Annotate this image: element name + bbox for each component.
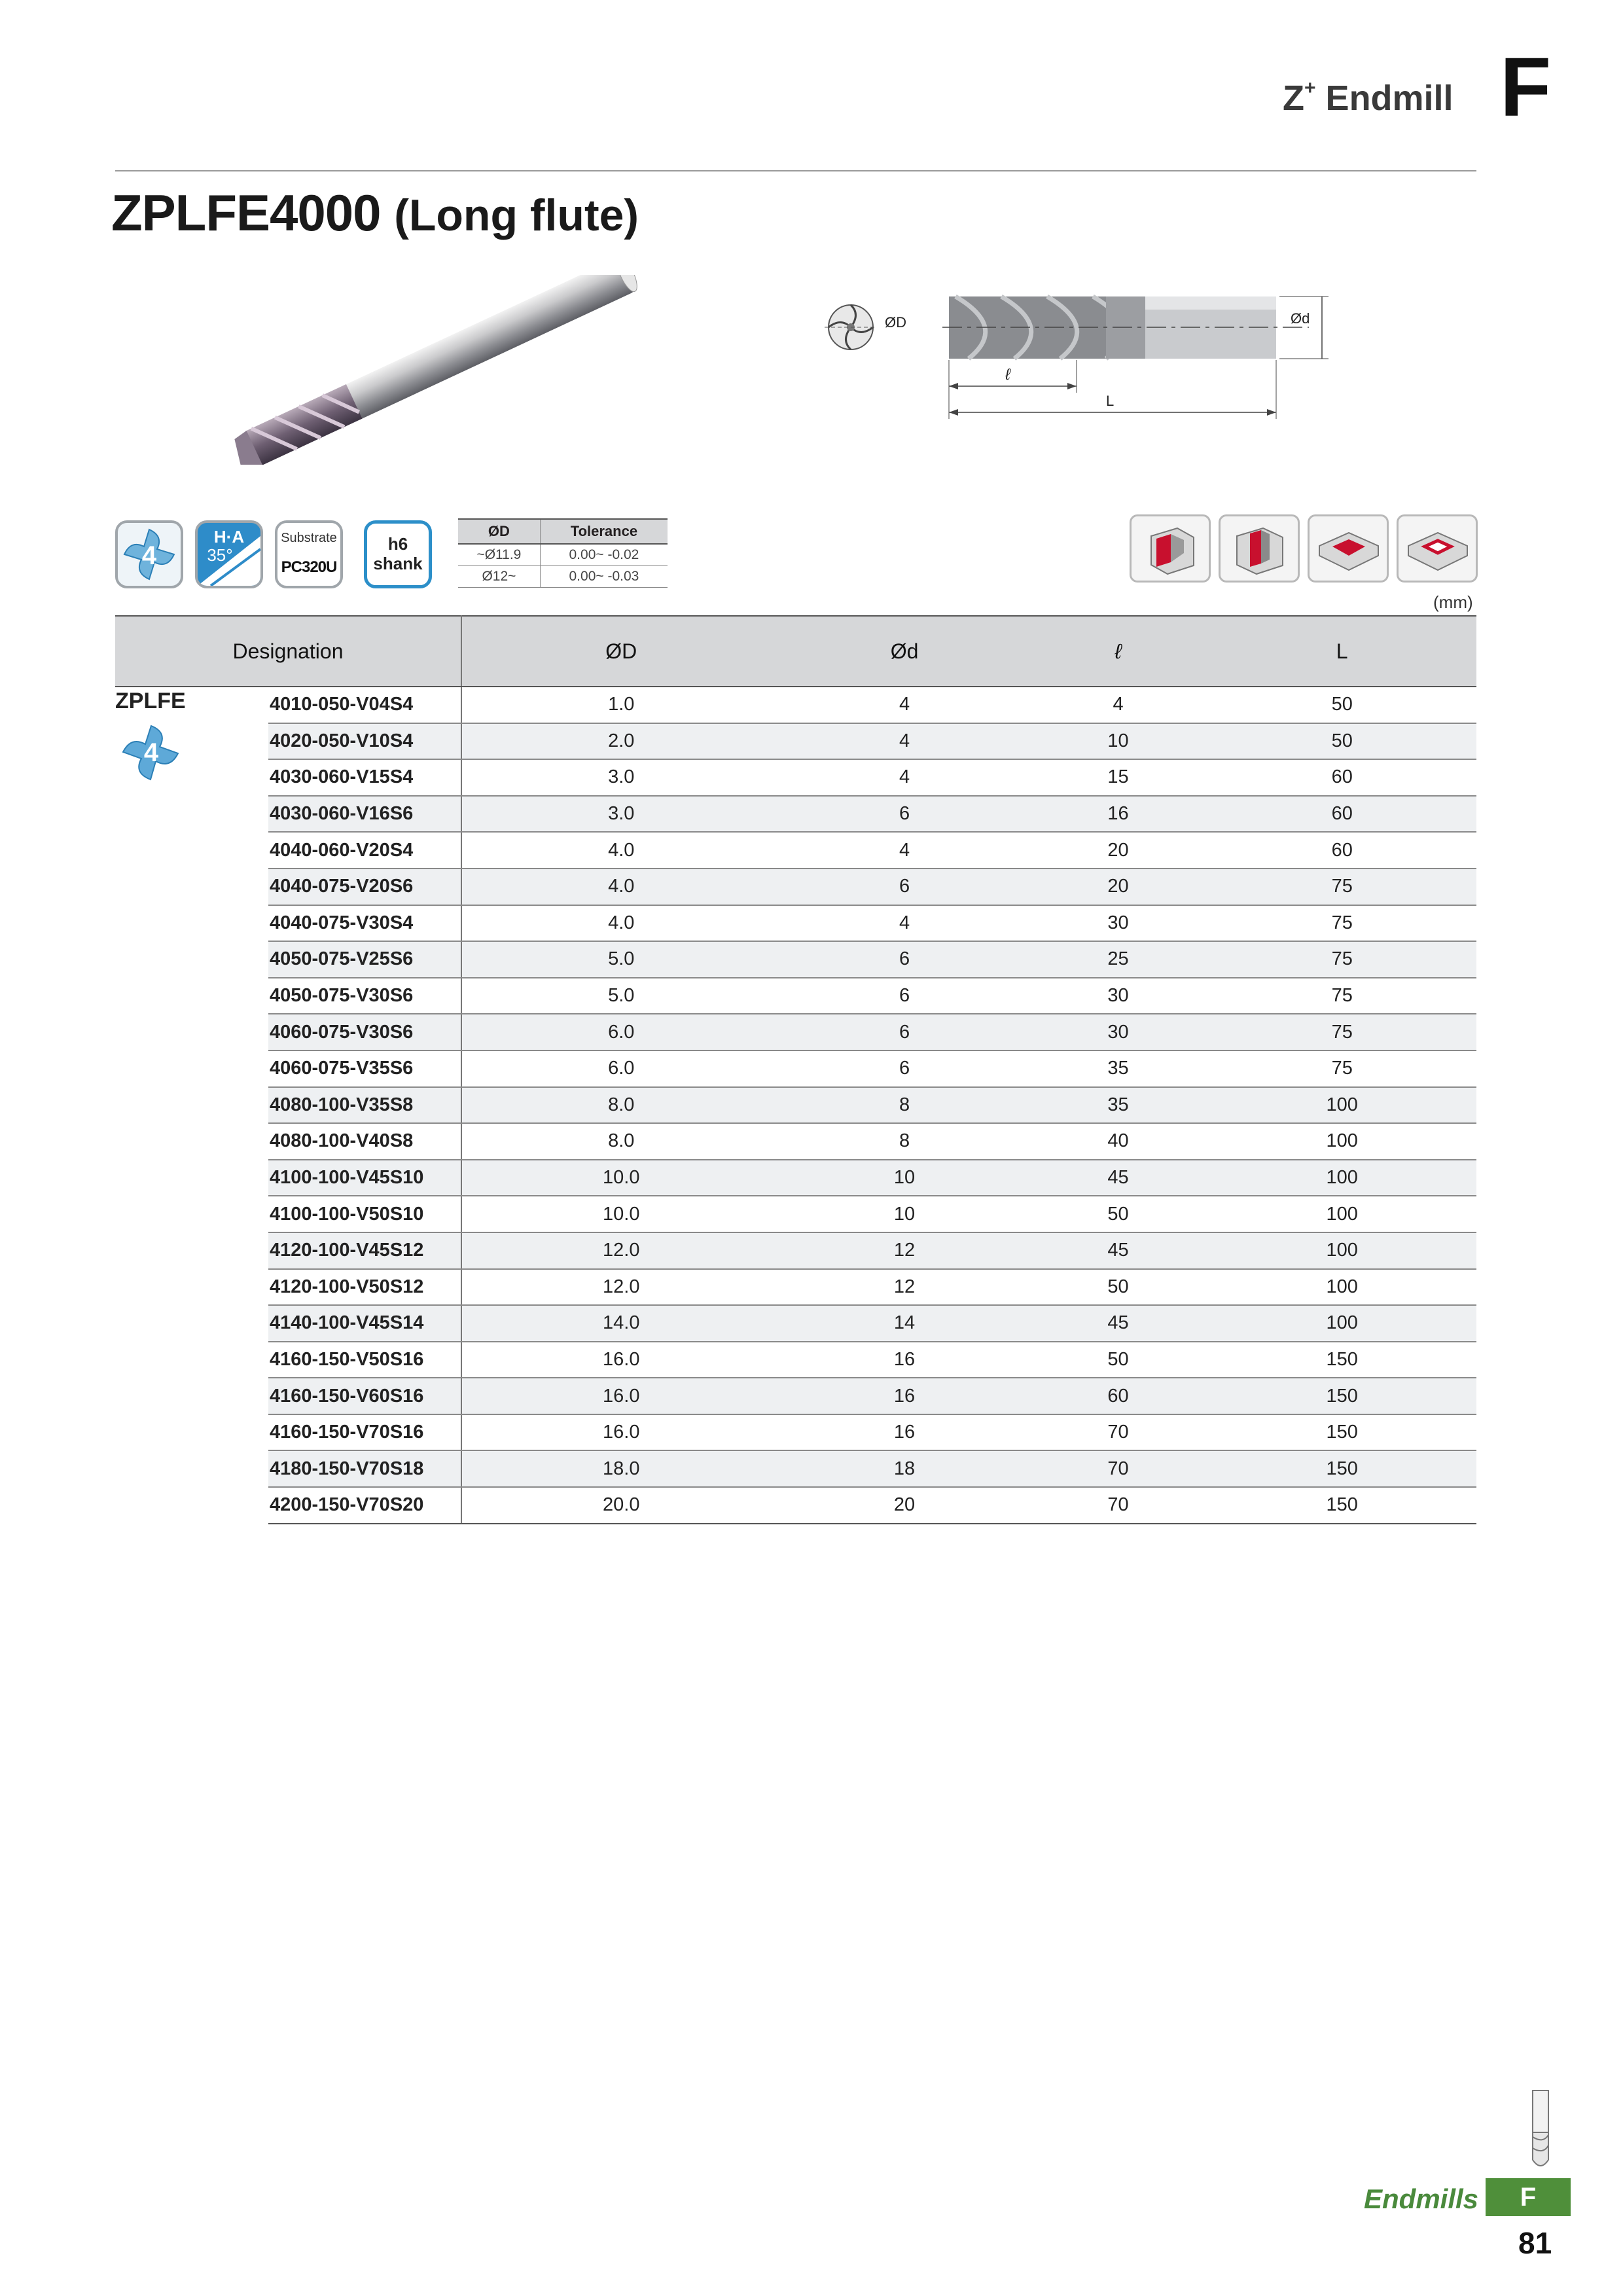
designation-code: 4100-100-V50S10 [268, 1196, 461, 1232]
cell-overall-length: 75 [1207, 941, 1476, 978]
cell-flute-length: 15 [1029, 759, 1208, 796]
cell-od: 12.0 [461, 1269, 780, 1306]
cell-shank-diameter: 14 [780, 1305, 1028, 1342]
tolerance-row [458, 544, 668, 566]
table-row [115, 796, 1476, 833]
table-row [115, 1050, 1476, 1087]
cell-overall-length: 150 [1207, 1487, 1476, 1524]
cell-od: 2.0 [461, 723, 780, 760]
cell-shank-diameter: 6 [780, 1050, 1028, 1087]
designation-code: 4010-050-V04S4 [268, 687, 461, 723]
cell-shank-diameter: 18 [780, 1450, 1028, 1487]
cell-shank-diameter: 4 [780, 832, 1028, 869]
designation-code: 4120-100-V45S12 [268, 1232, 461, 1269]
designation-code: 4060-075-V35S6 [268, 1050, 461, 1087]
cell-overall-length: 50 [1207, 687, 1476, 723]
shank-tolerance-badge [364, 520, 432, 588]
cell-overall-length: 75 [1207, 869, 1476, 905]
dimension-drawing [812, 275, 1335, 425]
cell-od: 8.0 [461, 1087, 780, 1124]
cell-od: 16.0 [461, 1342, 780, 1378]
shank-grade: h6 [387, 534, 408, 554]
cell-flute-length: 45 [1029, 1232, 1208, 1269]
designation-code: 4160-150-V50S16 [268, 1342, 461, 1378]
designation-code: 4030-060-V15S4 [268, 759, 461, 796]
slotting-icon [1219, 514, 1300, 583]
table-row [115, 1414, 1476, 1451]
designation-code: 4020-050-V10S4 [268, 723, 461, 760]
cell-overall-length: 50 [1207, 723, 1476, 760]
designation-code: 4080-100-V35S8 [268, 1087, 461, 1124]
tolerance-range: ~Ø11.9 [458, 544, 540, 566]
product-title: ZPLFE4000 (Long flute) [111, 184, 639, 242]
cell-shank-diameter: 10 [780, 1196, 1028, 1232]
designation-code: 4100-100-V45S10 [268, 1160, 461, 1196]
shank-diameter-label: Ød [1291, 310, 1310, 327]
cell-flute-length: 35 [1029, 1050, 1208, 1087]
header-flute-length: ℓ [1029, 616, 1208, 687]
table-row [115, 869, 1476, 905]
od-label: ØD [885, 314, 906, 331]
cell-flute-length: 50 [1029, 1269, 1208, 1306]
cell-od: 8.0 [461, 1123, 780, 1160]
endmill-photo [177, 275, 661, 465]
cell-shank-diameter: 6 [780, 1014, 1028, 1050]
cell-od: 16.0 [461, 1378, 780, 1414]
cell-flute-length: 70 [1029, 1487, 1208, 1524]
cell-od: 6.0 [461, 1050, 780, 1087]
cell-overall-length: 60 [1207, 796, 1476, 833]
tolerance-table [458, 518, 668, 588]
designation-code: 4040-060-V20S4 [268, 832, 461, 869]
tolerance-range: Ø12~ [458, 566, 540, 588]
series-flute-count: 4 [143, 738, 159, 767]
cell-overall-length: 75 [1207, 1050, 1476, 1087]
shoulder-milling-icon [1130, 514, 1211, 583]
table-row [115, 1450, 1476, 1487]
cell-od: 4.0 [461, 869, 780, 905]
cell-overall-length: 75 [1207, 1014, 1476, 1050]
cell-flute-length: 40 [1029, 1123, 1208, 1160]
table-row [115, 832, 1476, 869]
cell-od: 4.0 [461, 905, 780, 942]
header-divider [115, 170, 1476, 171]
designation-code: 4040-075-V20S6 [268, 869, 461, 905]
flute-count: 4 [141, 541, 157, 570]
cell-flute-length: 70 [1029, 1414, 1208, 1451]
helix-title: H·A [213, 527, 245, 547]
cell-flute-length: 50 [1029, 1196, 1208, 1232]
designation-code: 4040-075-V30S4 [268, 905, 461, 942]
cell-flute-length: 60 [1029, 1378, 1208, 1414]
cell-overall-length: 100 [1207, 1160, 1476, 1196]
pocket-milling-icon [1308, 514, 1389, 583]
table-row [115, 1014, 1476, 1050]
footer-category: Endmills [1364, 2183, 1479, 2214]
product-table [115, 615, 1476, 1524]
tolerance-row [458, 566, 668, 588]
header-designation: Designation [115, 616, 461, 687]
cell-od: 18.0 [461, 1450, 780, 1487]
table-row [115, 1160, 1476, 1196]
cell-od: 16.0 [461, 1414, 780, 1451]
cell-flute-length: 20 [1029, 832, 1208, 869]
table-row [115, 1305, 1476, 1342]
overall-length-label: L [1106, 393, 1115, 409]
shank-label: shank [373, 554, 423, 573]
cell-od: 3.0 [461, 796, 780, 833]
cell-shank-diameter: 8 [780, 1123, 1028, 1160]
table-row [115, 1342, 1476, 1378]
cell-shank-diameter: 4 [780, 687, 1028, 723]
cell-od: 5.0 [461, 978, 780, 1014]
tolerance-value: 0.00~ -0.02 [540, 544, 668, 566]
cell-flute-length: 70 [1029, 1450, 1208, 1487]
cell-shank-diameter: 6 [780, 978, 1028, 1014]
designation-code: 4140-100-V45S14 [268, 1305, 461, 1342]
cell-overall-length: 150 [1207, 1414, 1476, 1451]
tolerance-header-od: ØD [458, 519, 540, 544]
cell-shank-diameter: 12 [780, 1232, 1028, 1269]
cell-od: 20.0 [461, 1487, 780, 1524]
header-overall-length: L [1207, 616, 1476, 687]
series-cell [115, 687, 268, 1524]
helix-angle-badge [195, 520, 263, 588]
cell-shank-diameter: 6 [780, 869, 1028, 905]
cell-shank-diameter: 16 [780, 1342, 1028, 1378]
designation-code: 4050-075-V30S6 [268, 978, 461, 1014]
cell-shank-diameter: 10 [780, 1160, 1028, 1196]
cell-overall-length: 75 [1207, 978, 1476, 1014]
substrate-badge [275, 520, 343, 588]
ball-endmill-icon [1524, 2088, 1558, 2173]
designation-code: 4080-100-V40S8 [268, 1123, 461, 1160]
cell-shank-diameter: 4 [780, 759, 1028, 796]
table-row [115, 1087, 1476, 1124]
cell-flute-length: 30 [1029, 905, 1208, 942]
section-letter: F [1500, 41, 1552, 134]
cell-od: 1.0 [461, 687, 780, 723]
table-row [115, 1196, 1476, 1232]
cell-od: 6.0 [461, 1014, 780, 1050]
designation-code: 4160-150-V60S16 [268, 1378, 461, 1414]
cell-shank-diameter: 12 [780, 1269, 1028, 1306]
cell-flute-length: 16 [1029, 796, 1208, 833]
unit-label: (mm) [1433, 592, 1473, 612]
table-row [115, 1378, 1476, 1414]
cell-overall-length: 60 [1207, 759, 1476, 796]
tolerance-header-tolerance: Tolerance [540, 519, 668, 544]
designation-code: 4200-150-V70S20 [268, 1487, 461, 1524]
tolerance-value: 0.00~ -0.03 [540, 566, 668, 588]
cell-od: 4.0 [461, 832, 780, 869]
cell-flute-length: 25 [1029, 941, 1208, 978]
cell-shank-diameter: 4 [780, 723, 1028, 760]
four-flute-icon [115, 719, 187, 785]
cell-shank-diameter: 8 [780, 1087, 1028, 1124]
cell-overall-length: 100 [1207, 1123, 1476, 1160]
flute-count-badge [115, 520, 183, 588]
cell-od: 5.0 [461, 941, 780, 978]
cell-shank-diameter: 20 [780, 1487, 1028, 1524]
substrate-title: Substrate [281, 531, 337, 545]
cell-od: 12.0 [461, 1232, 780, 1269]
cell-shank-diameter: 6 [780, 941, 1028, 978]
designation-code: 4060-075-V30S6 [268, 1014, 461, 1050]
series-name: ZPLFE [115, 689, 186, 713]
table-row [115, 687, 1476, 723]
header-shank-diameter: Ød [780, 616, 1028, 687]
cell-overall-length: 100 [1207, 1232, 1476, 1269]
cell-overall-length: 100 [1207, 1269, 1476, 1306]
designation-code: 4180-150-V70S18 [268, 1450, 461, 1487]
cell-shank-diameter: 6 [780, 796, 1028, 833]
table-row [115, 723, 1476, 760]
substrate-grade: PC320U [281, 558, 337, 576]
table-row [115, 1269, 1476, 1306]
cell-flute-length: 30 [1029, 1014, 1208, 1050]
table-row [115, 905, 1476, 942]
cell-flute-length: 45 [1029, 1160, 1208, 1196]
cell-overall-length: 100 [1207, 1087, 1476, 1124]
cell-shank-diameter: 4 [780, 905, 1028, 942]
header-od: ØD [461, 616, 780, 687]
designation-code: 4160-150-V70S16 [268, 1414, 461, 1451]
cell-shank-diameter: 16 [780, 1414, 1028, 1451]
end-view [825, 305, 877, 350]
cell-od: 10.0 [461, 1160, 780, 1196]
flute-length-label: ℓ [1005, 366, 1010, 384]
table-row [115, 1487, 1476, 1524]
table-row [115, 1123, 1476, 1160]
cell-overall-length: 60 [1207, 832, 1476, 869]
helix-angle: 35° [207, 545, 233, 565]
cell-overall-length: 150 [1207, 1450, 1476, 1487]
cell-overall-length: 100 [1207, 1305, 1476, 1342]
cell-flute-length: 10 [1029, 723, 1208, 760]
cell-od: 10.0 [461, 1196, 780, 1232]
cell-flute-length: 30 [1029, 978, 1208, 1014]
designation-code: 4030-060-V16S6 [268, 796, 461, 833]
footer-section-letter: F [1486, 2178, 1571, 2216]
table-row [115, 759, 1476, 796]
page-number: 81 [1518, 2226, 1552, 2260]
cell-overall-length: 150 [1207, 1342, 1476, 1378]
cell-od: 14.0 [461, 1305, 780, 1342]
cell-shank-diameter: 16 [780, 1378, 1028, 1414]
cell-od: 3.0 [461, 759, 780, 796]
cell-flute-length: 45 [1029, 1305, 1208, 1342]
table-row [115, 941, 1476, 978]
face-milling-icon [1397, 514, 1478, 583]
designation-code: 4050-075-V25S6 [268, 941, 461, 978]
cell-flute-length: 4 [1029, 687, 1208, 723]
cell-flute-length: 20 [1029, 869, 1208, 905]
designation-code: 4120-100-V50S12 [268, 1269, 461, 1306]
section-title: Z+ Endmill [1283, 77, 1454, 118]
cell-flute-length: 35 [1029, 1087, 1208, 1124]
table-row [115, 978, 1476, 1014]
cell-overall-length: 100 [1207, 1196, 1476, 1232]
table-row [115, 1232, 1476, 1269]
cell-overall-length: 150 [1207, 1378, 1476, 1414]
cell-overall-length: 75 [1207, 905, 1476, 942]
cell-flute-length: 50 [1029, 1342, 1208, 1378]
